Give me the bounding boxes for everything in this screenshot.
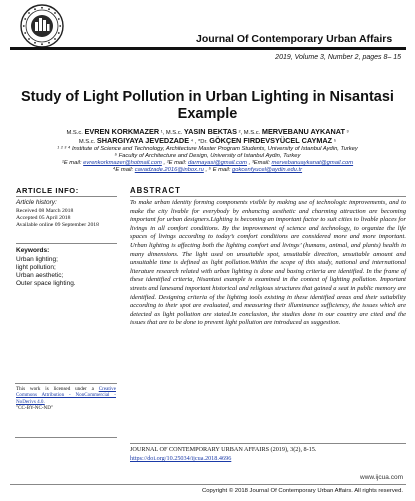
keyword-item: Urban lighting;: [16, 256, 58, 263]
author-name: GÖKÇEN FIRDEVSYÜCEL CAYMAZ: [209, 136, 333, 145]
keyword-item: Urban aesthetic;: [16, 272, 64, 279]
available-online-date: Available online 09 September 2018: [16, 222, 99, 228]
license-badge: "CC-BY-NC-ND": [16, 405, 53, 412]
volume-pages-line: 2019, Volume 3, Number 2, pages 8– 15: [275, 54, 401, 61]
author-name: MERVEBANU AYKANAT: [261, 127, 345, 136]
copyright-notice: Copyright © 2018 Journal Of Contemporary Urban Affairs. All rights reserved.: [201, 488, 403, 494]
article-info-divider: [16, 196, 117, 197]
abstract-text: To make urban identity forming components visible by making use of technologic improvements, and to make the city livable for everybody by enhancing aesthetic and charming attraction are becoming important for urban designers.Lighting is becoming an important factor to suit cities to livable places for livings in all comfort conditions. By the improvement of science and technology, to organize the life spaces of livings according to today’s comfort conditions are considered more and more important. Urban lighting is affecting both the lighting comfort and livings’ (humans, animal, and plants) health in many dimensions. The light used on unsuitable spot, unsuitable direction, unsuitable amount and unsuitable time is defined as light pollution.Within the scope of this study, national and international literature research related with urban lighting is done and basing criteria are identified. In the frame of these identified criteria, Nisantasi example is examined in the context of lighting pollution. Important streets and lanesand important historical and religious structures that gained a seat in public memory are identified. Designing criteria of the lighting tools existing in these identified areas and their suitability according to their spot are evaluated, and measuring their illuminance sufficiency, the issues which are detected as light pollution are stated.In conclusion, the studies done in our country are cited and the issues that are to be done to prevent light pollution are introduced as suggestion.: [130, 199, 406, 327]
email-label: , ³Email:: [247, 160, 272, 166]
keyword-item: Outer space lighting.: [16, 280, 76, 287]
journal-title: Journal Of Contemporary Urban Affairs: [196, 33, 393, 45]
affiliation-1: ¹ ² ³ ⁴ Institute of Science and Technology, Architecture Master Program Students, University of Istanbul Aydin, Turkey: [57, 146, 358, 152]
affiliation-2: ⁵ Faculty of Architecture and Design, University of Istanbul Aydin, Turkey: [114, 153, 301, 159]
author-emails-line-2: [6, 167, 409, 175]
abstract-heading: ABSTRACT: [130, 186, 181, 195]
author-name: SHARGIYAYA JEVEDZADE: [96, 136, 190, 145]
article-history-heading: Article history:: [16, 199, 57, 206]
author-superscript: ⁵: [332, 139, 337, 145]
keywords-divider: [16, 243, 117, 244]
article-info-heading: ARTICLE INFO:: [16, 186, 79, 195]
journal-seal-logo: [20, 4, 64, 48]
email-link[interactable]: mervebanuaykanat@gmail.com: [271, 160, 354, 166]
license-notice: [16, 386, 116, 412]
email-label: , ⁵ E mail:: [203, 167, 233, 173]
email-link[interactable]: cavadzade.2016@inbox.ru: [134, 167, 204, 173]
author-separator: ¹, M.S.c.: [159, 130, 184, 136]
keywords-heading: Keywords:: [16, 247, 50, 254]
author-degree: M.S.c.: [78, 139, 97, 145]
license-intro: This work is licensed under a: [16, 386, 99, 392]
doi-link[interactable]: https://doi.org/10.25034/ijcua.2018.4696: [130, 455, 232, 462]
footer-divider: [10, 484, 406, 485]
header-divider: [10, 47, 406, 50]
email-label: ¹E mail:: [61, 160, 84, 166]
keyword-item: light pollution;: [16, 264, 56, 271]
author-superscript: ³: [344, 130, 349, 136]
email-link[interactable]: evrenkorkmazer@hotmail.com: [83, 160, 162, 166]
journal-website[interactable]: www.ijcua.com: [360, 474, 403, 481]
license-link[interactable]: Creative Commons Attribution - NonCommercial - NoDerivs 4.0.: [16, 386, 116, 405]
received-date: Received 08 March 2018: [16, 208, 74, 214]
author-name: EVREN KORKMAZER: [84, 127, 160, 136]
author-separator: ², M.S.c.: [237, 130, 262, 136]
author-separator: ⁴ , *Dr.: [189, 139, 210, 145]
citation-divider: [130, 443, 406, 444]
abstract-divider: [130, 196, 406, 197]
accepted-date: Accepted 05 April 2018: [16, 215, 71, 221]
paper-title: Study of Light Pollution in Urban Lighting in Nisantasi Example: [21, 89, 394, 122]
author-degree: M.S.c.: [66, 130, 85, 136]
email-link[interactable]: darmayasi@gmail.com: [187, 160, 247, 166]
email-label: ⁴E mail:: [112, 167, 135, 173]
author-name: YASIN BEKTAS: [183, 127, 238, 136]
email-link[interactable]: gokcenfyucel@aydin.edu.tr: [232, 167, 303, 173]
citation-reference: JOURNAL OF CONTEMPORARY URBAN AFFAIRS (2019), 3(2), 8-15.: [130, 446, 317, 453]
email-label: , ²E mail:: [161, 160, 188, 166]
